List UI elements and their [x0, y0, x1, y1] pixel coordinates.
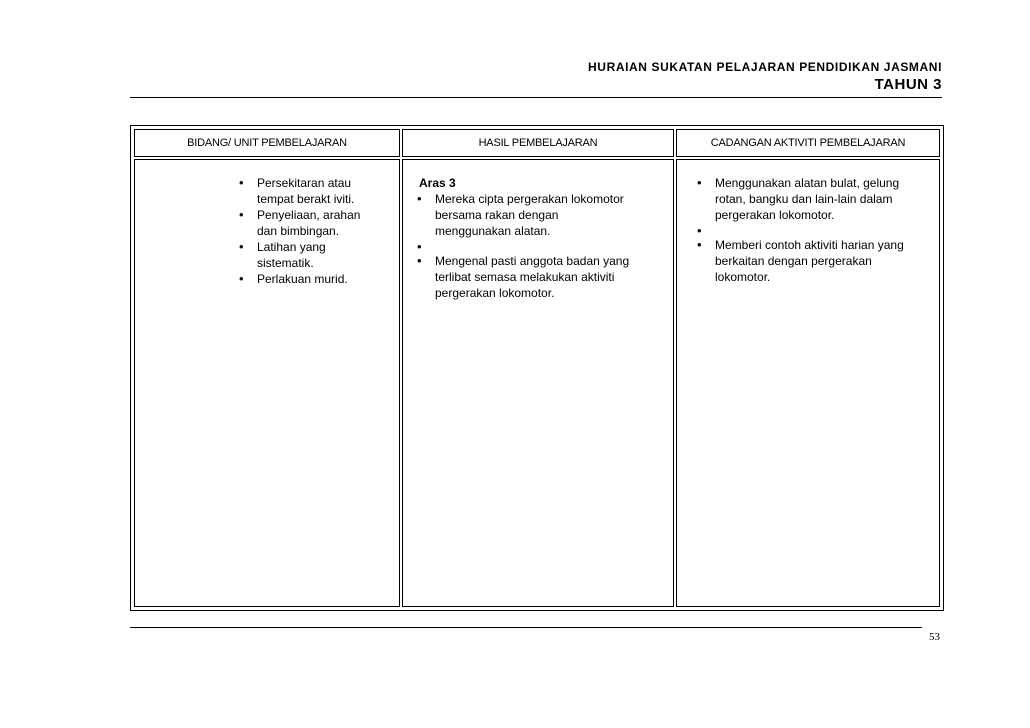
list-item: • Mereka cipta pergerakan lokomotor bersama rakan dengan menggunakan alatan.: [413, 191, 669, 239]
spacer: [413, 239, 669, 253]
header-rule: [130, 97, 942, 98]
list-item: • Memberi contoh aktiviti harian yang berkaitan dengan pergerakan lokomotor.: [693, 237, 938, 285]
list-item: • Mengenal pasti anggota badan yang terlibat semasa melakukan aktiviti pergerakan lokomotor.: [413, 253, 669, 301]
outcome-cell: [402, 159, 674, 607]
list-item: • Penyeliaan, arahan dan bimbingan.: [235, 207, 395, 239]
spacer: [693, 223, 938, 237]
column-header-unit: BIDANG/ UNIT PEMBELAJARAN: [134, 129, 400, 157]
list-item: • Menggunakan alatan bulat, gelung rotan, bangku dan lain-lain dalam pergerakan lokomotor.: [693, 175, 938, 223]
column-header-activity: CADANGAN AKTIVITI PEMBELAJARAN: [676, 129, 940, 157]
level-label: Aras 3: [419, 176, 456, 190]
outcome-list: [413, 191, 669, 301]
page-header-year: TAHUN 3: [874, 76, 942, 93]
page-header-title: HURAIAN SUKATAN PELAJARAN PENDIDIKAN JASMANI: [588, 60, 942, 74]
activity-cell: [676, 159, 940, 607]
page-number: 53: [929, 631, 940, 643]
list-item: • Perlakuan murid.: [235, 271, 395, 287]
list-item: • Latihan yang sistematik.: [235, 239, 395, 271]
unit-list: [235, 175, 395, 287]
unit-cell: [134, 159, 400, 607]
column-header-outcome: HASIL PEMBELAJARAN: [402, 129, 674, 157]
curriculum-table: [130, 125, 944, 611]
activity-list: [693, 175, 938, 285]
footer-rule: [130, 627, 922, 628]
list-item: • Persekitaran atau tempat berakt iviti.: [235, 175, 395, 207]
